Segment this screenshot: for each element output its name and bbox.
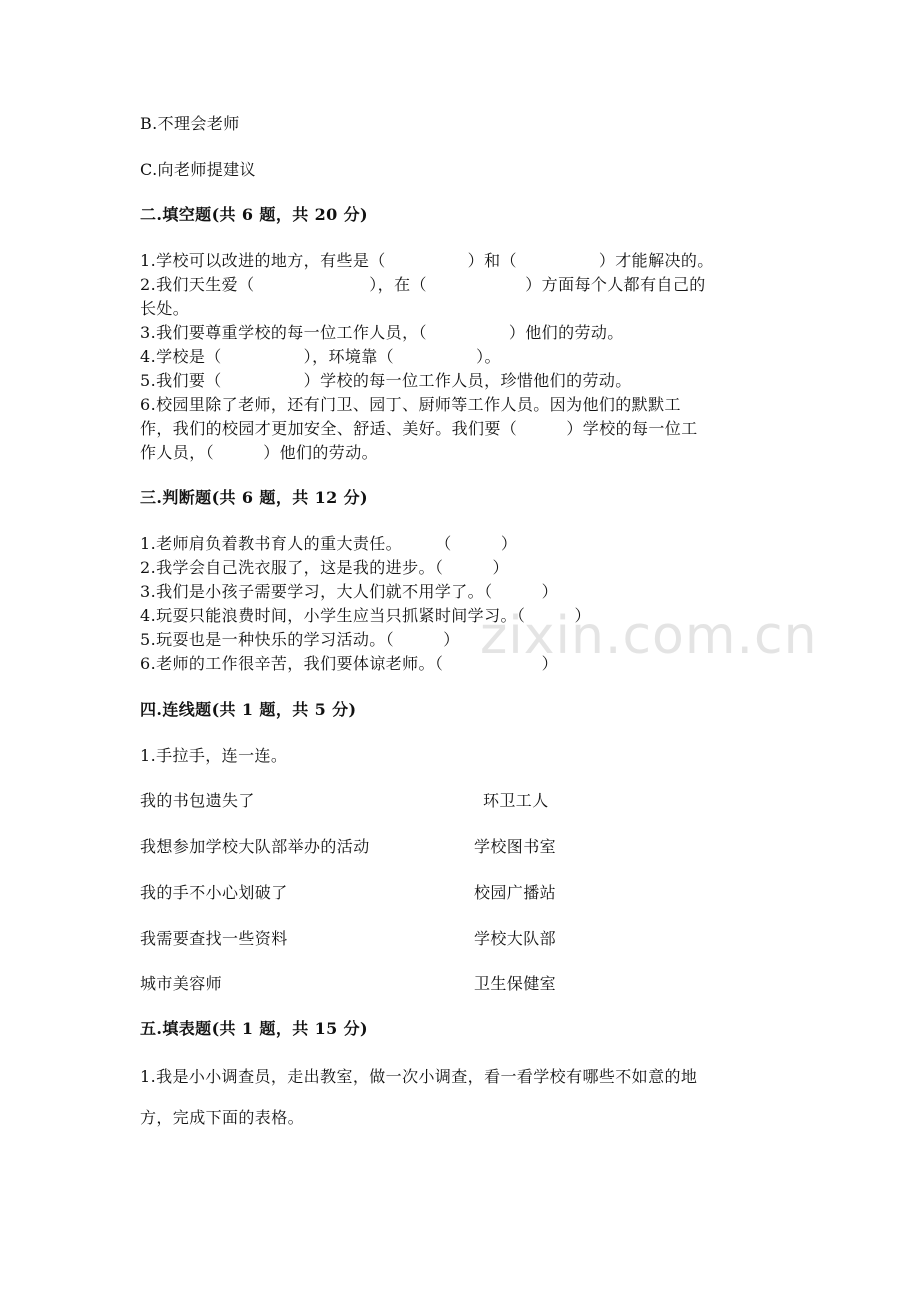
judge-line: 1.老师肩负着教书育人的重大责任。 （ ） (140, 534, 518, 553)
match-right-item: 校园广播站 (474, 883, 557, 902)
option-b: B.不理会老师 (140, 114, 240, 133)
match-left-item: 我需要查找一些资料 (140, 929, 288, 948)
section3-heading: 三.判断题(共 6 题，共 12 分) (140, 488, 368, 507)
judge-line: 4.玩耍只能浪费时间，小学生应当只抓紧时间学习。（ ） (140, 606, 591, 625)
match-left-item: 我的书包遗失了 (140, 791, 255, 810)
fill-line: 长处。 (140, 299, 190, 318)
option-c: C.向老师提建议 (140, 160, 256, 179)
match-right-item: 卫生保健室 (474, 974, 557, 993)
match-question: 1.手拉手，连一连。 (140, 746, 288, 765)
table-question-line: 1.我是小小调查员，走出教室，做一次小调查，看一看学校有哪些不如意的地 (140, 1067, 698, 1086)
section5-heading: 五.填表题(共 1 题，共 15 分) (140, 1019, 368, 1038)
match-left-item: 我的手不小心划破了 (140, 883, 288, 902)
fill-line: 5.我们要（ ）学校的每一位工作人员，珍惜他们的劳动。 (140, 371, 632, 390)
match-right-item: 学校大队部 (474, 929, 557, 948)
section4-heading: 四.连线题(共 1 题，共 5 分) (140, 700, 357, 719)
fill-line: 6.校园里除了老师，还有门卫、园丁、厨师等工作人员。因为他们的默默工 (140, 395, 681, 414)
fill-line: 3.我们要尊重学校的每一位工作人员，（ ）他们的劳动。 (140, 323, 624, 342)
judge-line: 2.我学会自己洗衣服了，这是我的进步。（ ） (140, 558, 509, 577)
judge-line: 6.老师的工作很辛苦，我们要体谅老师。（ ） (140, 654, 559, 673)
judge-line: 5.玩耍也是一种快乐的学习活动。（ ） (140, 630, 460, 649)
judge-line: 3.我们是小孩子需要学习，大人们就不用学了。（ ） (140, 582, 559, 601)
section2-heading: 二.填空题(共 6 题，共 20 分) (140, 205, 368, 224)
match-left-item: 我想参加学校大队部举办的活动 (140, 837, 370, 856)
fill-line: 作人员，（ ）他们的劳动。 (140, 443, 379, 462)
fill-line: 作，我们的校园才更加安全、舒适、美好。我们要（ ）学校的每一位工 (140, 419, 698, 438)
table-question-line: 方，完成下面的表格。 (140, 1108, 305, 1127)
fill-line: 2.我们天生爱（ ），在（ ）方面每个人都有自己的 (140, 275, 706, 294)
match-left-item: 城市美容师 (140, 974, 223, 993)
fill-line: 1.学校可以改进的地方，有些是（ ）和（ ）才能解决的。 (140, 251, 714, 270)
match-right-item: 学校图书室 (474, 837, 557, 856)
fill-line: 4.学校是（ ），环境靠（ ）。 (140, 347, 501, 366)
watermark: zixin.com.cn (480, 606, 818, 666)
match-right-item: 环卫工人 (483, 791, 549, 810)
